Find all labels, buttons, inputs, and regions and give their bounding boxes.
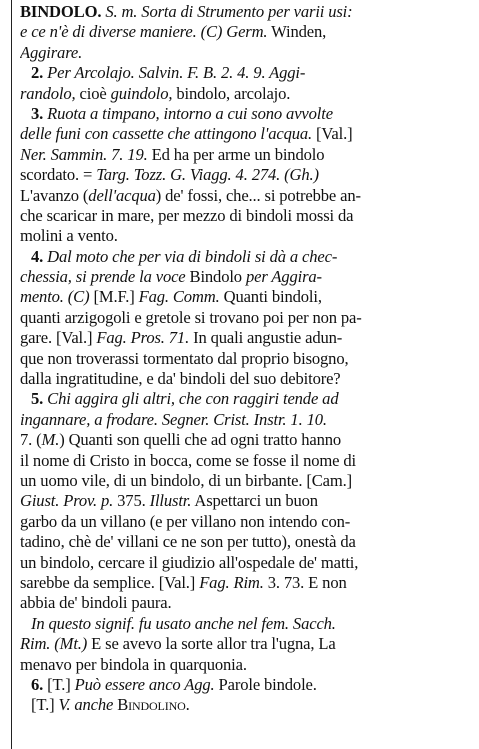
text-segment: quanti arzigogoli e gretole si trovano poi per non pa-	[20, 307, 362, 327]
text-line	[20, 532, 471, 552]
text-segment: menavo per bindola in quarquonia.	[20, 654, 247, 674]
text-line	[20, 410, 471, 430]
text-line	[20, 165, 471, 185]
text-segment: S. m. Sorta di Strumento per varii usi:	[101, 2, 353, 21]
text-segment: Aggirare.	[20, 42, 83, 62]
text-segment: [Val.]	[312, 124, 353, 144]
text-segment: gare. [Val.]	[20, 328, 97, 348]
text-segment: un uomo vile, di un bindolo, di un birbante. [Cam.]	[20, 470, 353, 490]
text-segment: delle funi con cassette che attingono l'acqua.	[20, 124, 313, 144]
text-line	[20, 226, 471, 246]
text-line	[20, 247, 471, 267]
text-segment: scordato. =	[20, 165, 97, 185]
text-segment: dell'acqua	[88, 185, 156, 205]
text-segment: Fag. Pros. 71.	[96, 328, 190, 348]
text-segment: guindolo,	[110, 83, 173, 103]
text-segment: e ce n'è di diverse maniere. (C) Germ.	[20, 22, 268, 42]
text-line	[20, 451, 471, 471]
text-line	[20, 145, 471, 165]
text-segment: ) de' fossi, che... si potrebbe an-	[155, 185, 361, 205]
text-segment: Può essere anco Agg.	[74, 674, 215, 694]
text-segment: Rim. (Mt.)	[20, 634, 88, 654]
text-segment: Fag. Comm.	[138, 287, 220, 307]
text-line	[20, 512, 471, 532]
text-line	[20, 491, 471, 511]
text-segment: M.	[41, 430, 60, 450]
text-segment: molini a vento.	[20, 226, 118, 246]
text-segment: ingannare, a frodare. Segner. Crist. Instr. 1. 10.	[20, 409, 327, 429]
text-segment: bindolo, arcolajo.	[172, 83, 291, 103]
text-segment: Ner. Sammin. 7. 19.	[20, 144, 148, 164]
text-segment: Per Arcolajo. Salvin. F. B. 2. 4. 9. Aggi-	[43, 63, 306, 83]
text-line	[20, 573, 471, 593]
text-line	[20, 328, 471, 348]
column-rule	[11, 0, 12, 749]
text-segment: 3. 73. E non	[263, 572, 347, 592]
text-line	[20, 471, 471, 491]
text-line	[20, 267, 471, 287]
text-line	[20, 634, 471, 654]
text-line	[20, 63, 471, 83]
text-segment: In questo signif. fu usato anche nel fem. Sacch.	[31, 613, 336, 633]
text-line	[20, 308, 471, 328]
text-segment: Ruota a timpano, intorno a cui sono avvolte	[43, 103, 333, 123]
text-line	[20, 22, 471, 42]
text-segment: tadino, chè de' villani ce ne son per tutto), onestà da	[20, 532, 356, 552]
text-segment: Aspettarci un buon	[191, 491, 318, 511]
text-segment: que non troverassi tormentato dal proprio bisogno,	[20, 348, 349, 368]
text-segment: mento. (C)	[20, 287, 90, 307]
text-segment: Illustr.	[149, 491, 192, 511]
text-segment: L'avanzo (	[20, 185, 89, 205]
text-line	[20, 695, 471, 715]
text-segment: che scaricar in mare, per mezzo di bindoli mossi da	[20, 205, 354, 225]
text-segment: Targ. Tozz. G. Viagg. 4. 274. (Gh.)	[96, 165, 319, 185]
text-segment: Bindolo	[185, 267, 246, 287]
dictionary-entry-bindolo	[20, 2, 471, 716]
text-segment: Chi aggira gli altri, che con raggiri tende ad	[43, 389, 339, 409]
text-segment: il nome di Cristo in bocca, come se fosse il nome di	[20, 450, 356, 470]
text-line	[20, 389, 471, 409]
text-segment: Ed ha per arme un bindolo	[147, 144, 325, 164]
text-line	[20, 430, 471, 450]
text-segment: [T.]	[43, 674, 75, 694]
text-line	[20, 84, 471, 104]
text-line	[20, 369, 471, 389]
text-segment: 3.	[31, 103, 44, 123]
text-segment: 5.	[31, 389, 44, 409]
text-segment: Parole bindole.	[214, 674, 317, 694]
text-segment: Giust. Prov. p.	[20, 491, 114, 511]
text-segment: 6.	[31, 674, 44, 694]
text-segment: Fag. Rim.	[199, 572, 264, 592]
text-line	[20, 593, 471, 613]
text-segment: 4.	[31, 246, 44, 266]
text-segment: randolo,	[20, 83, 76, 103]
text-segment: Dal moto che per via di bindoli si dà a chec-	[43, 246, 338, 266]
text-segment: un bindolo, cercare il giudizio all'ospedale de' matti,	[20, 552, 359, 572]
text-line	[20, 206, 471, 226]
text-segment: 375.	[113, 491, 150, 511]
text-line	[20, 349, 471, 369]
text-segment: dalla ingratitudine, e da' bindoli del suo debitore?	[20, 369, 341, 389]
text-segment: garbo da un villano (e per villano non intendo con-	[20, 511, 351, 531]
text-segment: [T.]	[31, 695, 59, 715]
text-segment: sarebbe da semplice. [Val.]	[20, 572, 200, 592]
text-line	[20, 104, 471, 124]
text-segment: 7. (	[20, 430, 42, 450]
text-segment: Winden,	[267, 22, 327, 42]
text-line	[20, 186, 471, 206]
text-segment: ) Quanti son quelli che ad ogni tratto hanno	[59, 430, 342, 450]
text-segment: [M.F.]	[89, 287, 139, 307]
text-line	[20, 43, 471, 63]
text-segment: V. anche	[58, 695, 114, 715]
text-segment: In quali angustie adun-	[189, 328, 343, 348]
text-line	[20, 614, 471, 634]
text-line	[20, 675, 471, 695]
text-line	[20, 553, 471, 573]
text-segment: E se avevo la sorte allor tra l'ugna, La	[87, 634, 336, 654]
text-line	[20, 124, 471, 144]
text-segment: Bindolino.	[113, 695, 190, 715]
text-line	[20, 287, 471, 307]
text-segment: BINDOLO.	[20, 2, 102, 21]
text-segment: cioè	[75, 83, 111, 103]
text-line	[20, 2, 471, 22]
text-segment: per Aggira-	[245, 267, 322, 287]
text-segment: chessia, si prende la voce	[20, 267, 186, 287]
text-segment: 2.	[31, 63, 44, 83]
text-segment: abbia de' bindoli paura.	[20, 593, 172, 613]
text-segment: Quanti bindoli,	[219, 287, 322, 307]
text-line	[20, 655, 471, 675]
